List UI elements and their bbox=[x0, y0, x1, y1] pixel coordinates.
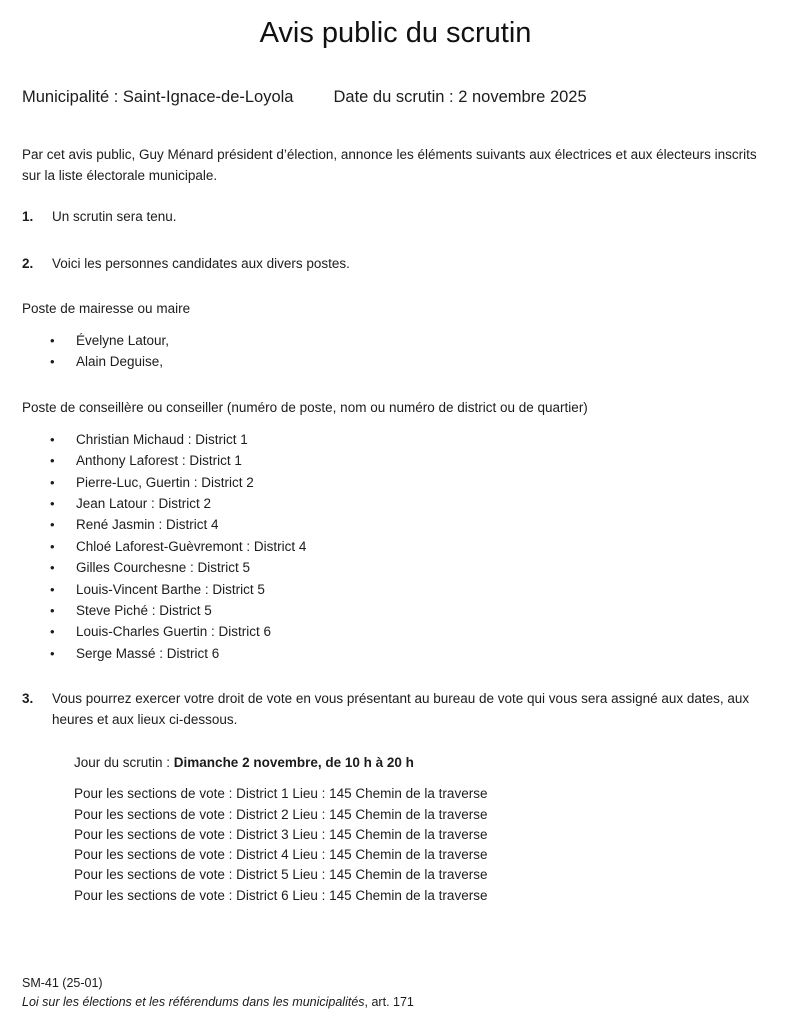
list-item bbox=[22, 621, 769, 642]
bullet-icon: • bbox=[50, 431, 55, 447]
candidate-name: René Jasmin : District 4 bbox=[76, 517, 219, 533]
numbered-item-3 bbox=[22, 688, 769, 730]
candidate-name: Évelyne Latour, bbox=[76, 333, 170, 348]
mayor-section-heading: Poste de mairesse ou maire bbox=[22, 301, 191, 316]
bullet-icon: • bbox=[50, 538, 55, 554]
bullet-icon: • bbox=[50, 603, 55, 619]
bullet-icon: • bbox=[50, 354, 55, 370]
list-item bbox=[22, 579, 769, 600]
bullet-icon: • bbox=[50, 560, 55, 576]
candidate-name: Louis-Charles Guertin : District 6 bbox=[76, 624, 272, 640]
voting-day-label: Jour du scrutin : bbox=[74, 755, 174, 771]
list-item bbox=[22, 600, 769, 621]
list-item bbox=[22, 557, 769, 578]
bullet-icon: • bbox=[50, 496, 55, 512]
document-subheader bbox=[22, 86, 769, 108]
candidate-name: Jean Latour : District 2 bbox=[76, 496, 212, 512]
list-item bbox=[22, 472, 769, 493]
bullet-icon: • bbox=[50, 581, 55, 597]
candidate-name: Chloé Laforest-Guèvremont : District 4 bbox=[76, 538, 307, 554]
list-item bbox=[22, 514, 769, 535]
voting-section-line: Pour les sections de vote : District 1 Lieu : 145 Chemin de la traverse bbox=[74, 786, 488, 802]
item-text: Voici les personnes candidates aux divers postes. bbox=[52, 256, 350, 271]
bullet-icon: • bbox=[50, 645, 55, 661]
list-item bbox=[22, 351, 769, 372]
law-reference bbox=[22, 993, 414, 1012]
candidate-name: Anthony Laforest : District 1 bbox=[76, 453, 242, 469]
document-footer bbox=[22, 974, 414, 1012]
bullet-icon: • bbox=[50, 474, 55, 490]
item-number: 3. bbox=[22, 691, 34, 707]
list-item bbox=[22, 429, 769, 450]
candidate-name: Alain Deguise, bbox=[76, 354, 164, 370]
intro-paragraph: Par cet avis public, Guy Ménard président d’élection, annonce les éléments suivants aux électrices et aux électeurs inscrits sur la liste électorale municipale. bbox=[22, 147, 757, 183]
voting-day-line bbox=[74, 752, 769, 773]
voting-section-line: Pour les sections de vote : District 6 Lieu : 145 Chemin de la traverse bbox=[74, 887, 488, 903]
municipality-label: Municipalité : Saint-Ignace-de-Loyola bbox=[22, 88, 294, 106]
candidate-name: Gilles Courchesne : District 5 bbox=[76, 560, 251, 576]
list-item bbox=[22, 643, 769, 664]
mayor-candidate-list bbox=[22, 330, 769, 373]
voting-section-line: Pour les sections de vote : District 4 Lieu : 145 Chemin de la traverse bbox=[74, 847, 488, 863]
numbered-item-2 bbox=[22, 253, 769, 274]
list-item bbox=[22, 330, 769, 351]
bullet-icon: • bbox=[50, 333, 55, 348]
voting-section-line: Pour les sections de vote : District 5 Lieu : 145 Chemin de la traverse bbox=[74, 867, 488, 883]
item-text: Vous pourrez exercer votre droit de vote en vous présentant au bureau de vote qui vous sera assigné aux dates, aux heures et aux lieux ci-dessous. bbox=[52, 691, 750, 728]
bullet-icon: • bbox=[50, 517, 55, 533]
list-item bbox=[22, 450, 769, 471]
candidate-name: Pierre-Luc, Guertin : District 2 bbox=[76, 474, 254, 490]
council-section-heading: Poste de conseillère ou conseiller (numéro de poste, nom ou numéro de district ou de quartier) bbox=[22, 399, 588, 415]
numbered-item-1 bbox=[22, 206, 769, 227]
form-number: SM-41 (25-01) bbox=[22, 976, 103, 990]
voting-day-value: Dimanche 2 novembre, de 10 h à 20 h bbox=[173, 755, 414, 771]
bullet-icon: • bbox=[50, 624, 55, 640]
item-number: 1. bbox=[22, 209, 34, 224]
bullet-icon: • bbox=[50, 453, 55, 469]
candidate-name: Louis-Vincent Barthe : District 5 bbox=[76, 581, 265, 597]
list-item bbox=[22, 536, 769, 557]
voting-section-line: Pour les sections de vote : District 3 Lieu : 145 Chemin de la traverse bbox=[74, 826, 488, 842]
council-candidate-list bbox=[22, 429, 769, 664]
voting-section-line: Pour les sections de vote : District 2 Lieu : 145 Chemin de la traverse bbox=[74, 806, 488, 822]
scrutin-date-label: Date du scrutin : 2 novembre 2025 bbox=[333, 88, 587, 106]
candidate-name: Christian Michaud : District 1 bbox=[76, 431, 248, 447]
page-title: Avis public du scrutin bbox=[259, 17, 532, 49]
list-item bbox=[22, 493, 769, 514]
voting-sections-list bbox=[74, 784, 769, 906]
law-title: Loi sur les élections et les référendums dans les municipalités bbox=[22, 995, 365, 1009]
law-article: , art. 171 bbox=[364, 995, 414, 1009]
candidate-name: Serge Massé : District 6 bbox=[76, 645, 220, 661]
item-number: 2. bbox=[22, 256, 34, 271]
candidate-name: Steve Piché : District 5 bbox=[76, 603, 212, 619]
item-text: Un scrutin sera tenu. bbox=[52, 209, 177, 224]
